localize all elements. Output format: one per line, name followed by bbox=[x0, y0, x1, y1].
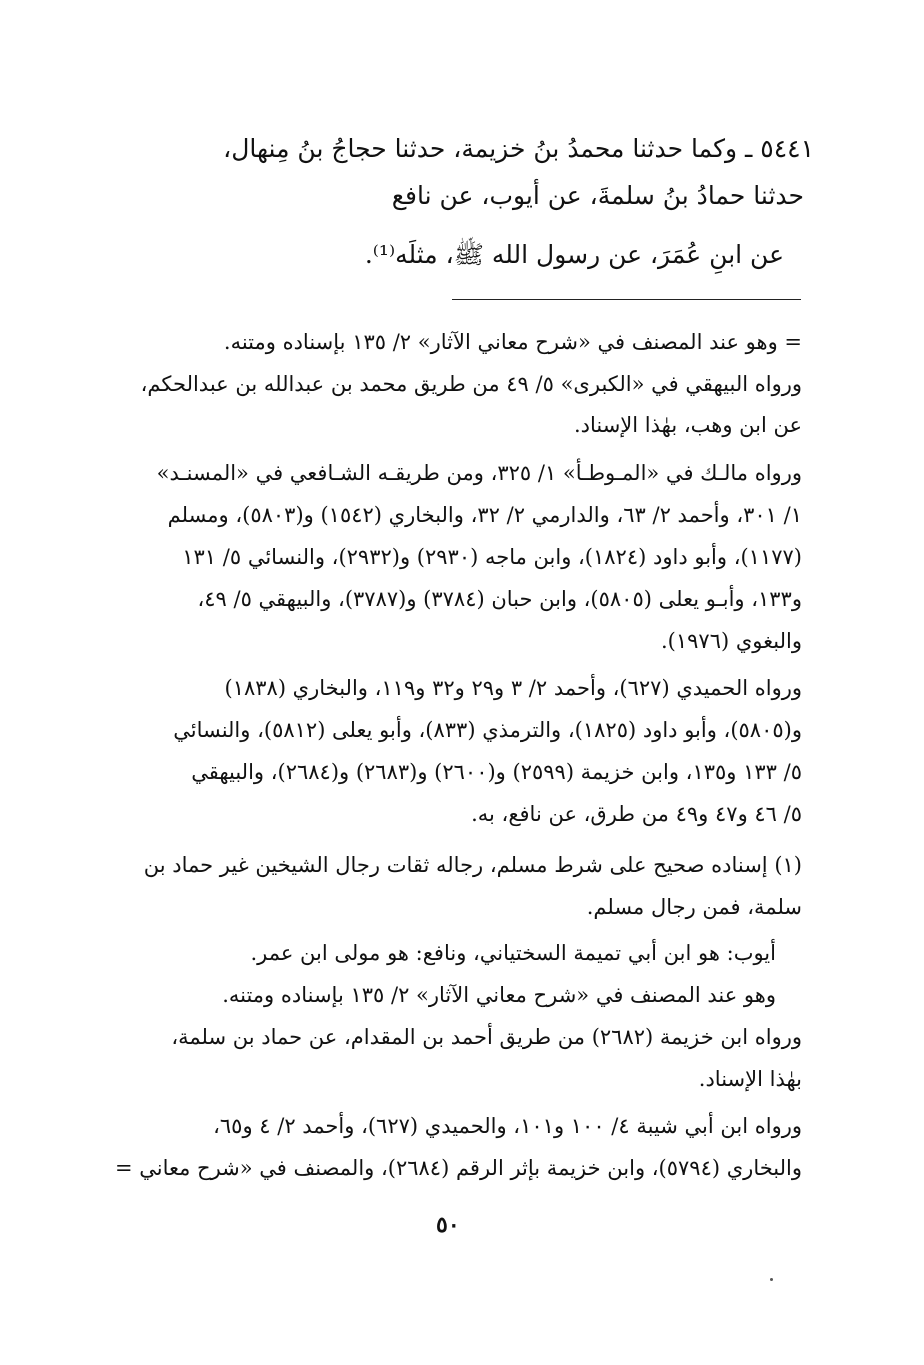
footnote-line: ورواه مالـك في «المـوطـأ» ١/ ٣٢٥، ومن طريقـه الشـافعي في «المسنـد» bbox=[156, 461, 802, 485]
page-number: ٥٠ bbox=[436, 1212, 460, 1238]
hadith-line-2: حدثنا حمادُ بنُ سلمةَ، عن أيوب، عن نافع bbox=[391, 181, 804, 210]
footnote-line: وهو عند المصنف في «شرح معاني الآثار» ٢/ ١٣٥ بإسناده ومتنه. bbox=[222, 983, 776, 1007]
footnote-line: (١) إسناده صحيح على شرط مسلم، رجاله ثقات رجال الشيخين غير حماد بن bbox=[143, 853, 802, 877]
footnote-line: عن ابن وهب، بهٰذا الإسناد. bbox=[573, 413, 802, 437]
footnote-line: ١/ ٣٠١، وأحمد ٢/ ٦٣، والدارمي ٢/ ٣٢، والبخاري (١٥٤٢) و(٥٨٠٣)، ومسلم bbox=[167, 503, 802, 527]
footnote-line: بهٰذا الإسناد. bbox=[698, 1067, 802, 1091]
footnote-line: (١١٧٧)، وأبو داود (١٨٢٤)، وابن ماجه (٢٩٣٠) و(٢٩٣٢)، والنسائي ٥/ ١٣١ bbox=[182, 545, 802, 569]
footnote-line: سلمة، فمن رجال مسلم. bbox=[586, 895, 802, 919]
footnote-line: و(٥٨٠٥)، وأبو داود (١٨٢٥)، والترمذي (٨٣٣)، وأبو يعلى (٥٨١٢)، والنسائي bbox=[173, 718, 802, 742]
footnote-line: ورواه ابن خزيمة (٢٦٨٢) من طريق أحمد بن المقدام، عن حماد بن سلمة، bbox=[171, 1025, 802, 1049]
footnote-line: = وهو عند المصنف في «شرح معاني الآثار» ٢/ ١٣٥ بإسناده ومتنه. bbox=[223, 330, 802, 354]
footnote-line: والبغوي (١٩٧٦). bbox=[661, 629, 802, 653]
footnote-separator bbox=[452, 299, 801, 300]
footnote-line: ورواه البيهقي في «الكبرى» ٥/ ٤٩ من طريق محمد بن عبدالله بن عبدالحكم، bbox=[140, 372, 802, 396]
scan-speck bbox=[770, 1278, 773, 1281]
hadith-line-1: ٥٤٤١ ـ وكما حدثنا محمدُ بنُ خزيمة، حدثنا حجاجُ بنُ مِنهال، bbox=[223, 134, 814, 163]
hadith-line-3: عن ابنِ عُمَرَ، عن رسول الله ﷺ، مثلَه⁽¹⁾. bbox=[364, 240, 784, 269]
footnote-line: ٥/ ١٣٣ و١٣٥، وابن خزيمة (٢٥٩٩) و(٢٦٠٠) و(٢٦٨٣) و(٢٦٨٤)، والبيهقي bbox=[191, 760, 802, 784]
footnote-line: أيوب: هو ابن أبي تميمة السختياني، ونافع: هو مولى ابن عمر. bbox=[250, 941, 776, 965]
footnote-line: ٥/ ٤٦ و٤٧ و٤٩ من طرق، عن نافع، به. bbox=[471, 802, 802, 826]
footnote-line: ورواه ابن أبي شيبة ٤/ ١٠٠ و١٠١، والحميدي (٦٢٧)، وأحمد ٢/ ٤ و٦٥، bbox=[213, 1114, 802, 1138]
footnote-line: و١٣٣، وأبـو يعلى (٥٨٠٥)، وابن حبان (٣٧٨٤) و(٣٧٨٧)، والبيهقي ٥/ ٤٩، bbox=[197, 587, 802, 611]
footnote-line: ورواه الحميدي (٦٢٧)، وأحمد ٢/ ٣ و٢٩ و٣٢ و١١٩، والبخاري (١٨٣٨) bbox=[224, 676, 802, 700]
footnote-line: والبخاري (٥٧٩٤)، وابن خزيمة بإثر الرقم (٢٦٨٤)، والمصنف في «شرح معاني = bbox=[114, 1156, 802, 1180]
